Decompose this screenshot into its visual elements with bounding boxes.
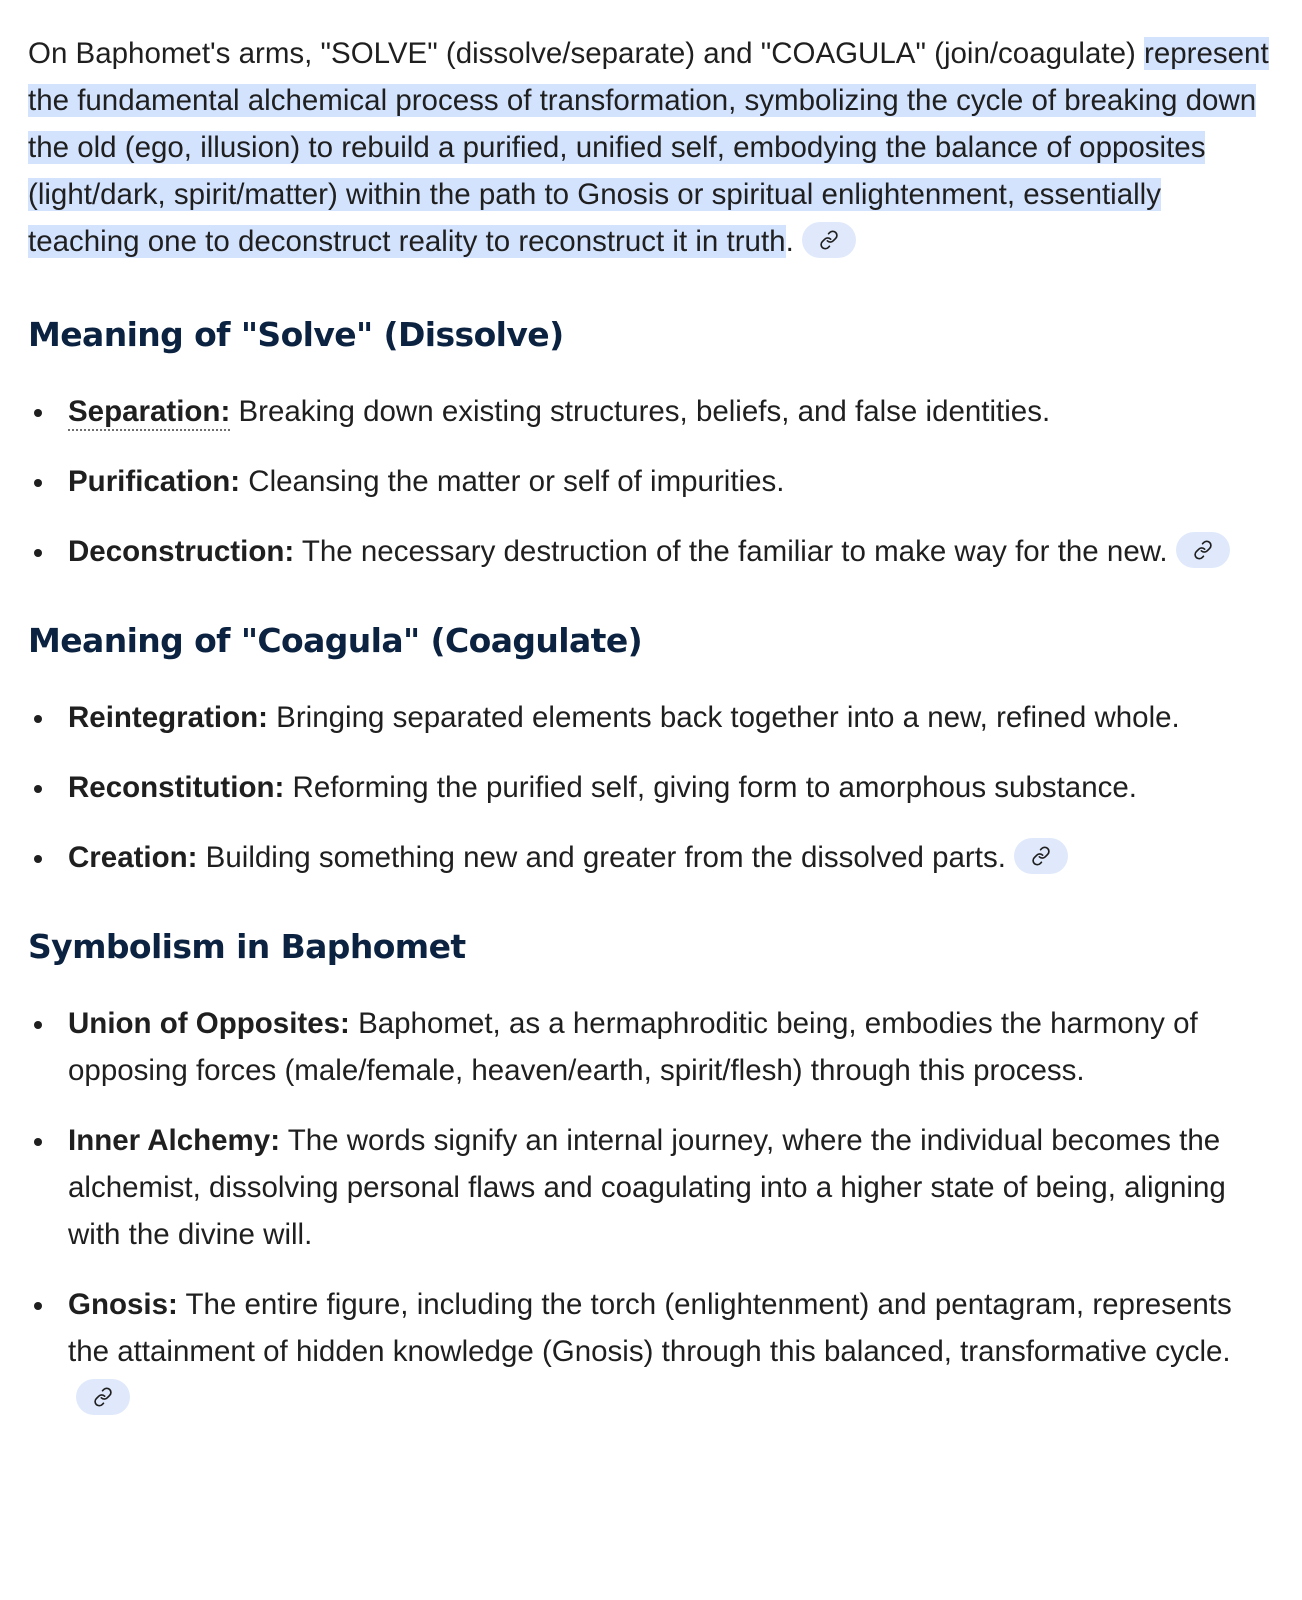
source-link-chip[interactable] [802, 222, 856, 258]
source-link-chip[interactable] [1014, 838, 1068, 874]
section-heading-symbolism: Symbolism in Baphomet [28, 927, 466, 966]
selected-text-highlight[interactable]: represent the fundamental alchemical process of transformation, symbolizing the cycle of breaking down the old (ego, illusion) to rebuild a purified, unified self, embodying the balance of opposites (light/dark, spirit/matter) within the path to Gnosis or spiritual enlightenment, essentially teaching one to deconstruct reality to reconstruct it in truth [28, 37, 1269, 258]
list-item-text: The necessary destruction of the familiar to make way for the new. [294, 535, 1168, 568]
list-item-term: Gnosis: [68, 1288, 178, 1321]
link-icon [1193, 540, 1213, 560]
list-item-term: Reconstitution: [68, 771, 285, 804]
list-item-term: Deconstruction: [68, 535, 295, 568]
list-item-term: Purification: [68, 465, 241, 498]
list-item [28, 1000, 1278, 1094]
source-link-chip[interactable] [76, 1379, 130, 1415]
source-link-chip[interactable] [1176, 532, 1230, 568]
response-content [28, 30, 1278, 1422]
link-icon [1031, 846, 1051, 866]
intro-paragraph [28, 30, 1278, 265]
list-item-text: Breaking down existing structures, beliefs, and false identities. [230, 395, 1051, 428]
list-item [28, 764, 1278, 811]
list-item-term: Creation: [68, 841, 198, 874]
section-heading-solve: Meaning of "Solve" (Dissolve) [28, 315, 564, 354]
list-item-text: The entire figure, including the torch (enlightenment) and pentagram, represents the attainment of hidden knowledge (Gnosis) through this balanced, transformative cycle. [68, 1288, 1232, 1368]
list-item-text: Bringing separated elements back together into a new, refined whole. [267, 701, 1180, 734]
list-item-text: Cleansing the matter or self of impurities. [240, 465, 785, 498]
list-item [28, 388, 1278, 435]
list-item [28, 458, 1278, 505]
list-item [28, 1281, 1278, 1422]
list-item [28, 528, 1278, 575]
list-item-text: Building something new and greater from the dissolved parts. [197, 841, 1006, 874]
list-item-term: Union of Opposites: [68, 1007, 350, 1040]
list-item-term: Inner Alchemy: [68, 1124, 281, 1157]
intro-period: . [785, 225, 794, 258]
list-item [28, 1117, 1278, 1258]
link-icon [93, 1387, 113, 1407]
list-item-text: The words signify an internal journey, where the individual becomes the alchemist, dissolving personal flaws and coagulating into a higher state of being, aligning with the divine will. [68, 1124, 1226, 1251]
solve-list [28, 388, 1278, 575]
list-item [28, 834, 1278, 881]
list-item-text: Reforming the purified self, giving form to amorphous substance. [284, 771, 1137, 804]
list-item-term: Reintegration: [68, 701, 268, 734]
intro-text: On Baphomet's arms, "SOLVE" (dissolve/separate) and "COAGULA" (join/coagulate) [28, 37, 1145, 70]
coagula-list [28, 694, 1278, 881]
symbolism-list [28, 1000, 1278, 1422]
list-item-text: Baphomet, as a hermaphroditic being, embodies the harmony of opposing forces (male/female, heaven/earth, spirit/flesh) through this process. [68, 1007, 1198, 1087]
link-icon [819, 230, 839, 250]
section-heading-coagula: Meaning of "Coagula" (Coagulate) [28, 621, 643, 660]
list-item-term[interactable]: Separation: [68, 395, 230, 431]
list-item [28, 694, 1278, 741]
